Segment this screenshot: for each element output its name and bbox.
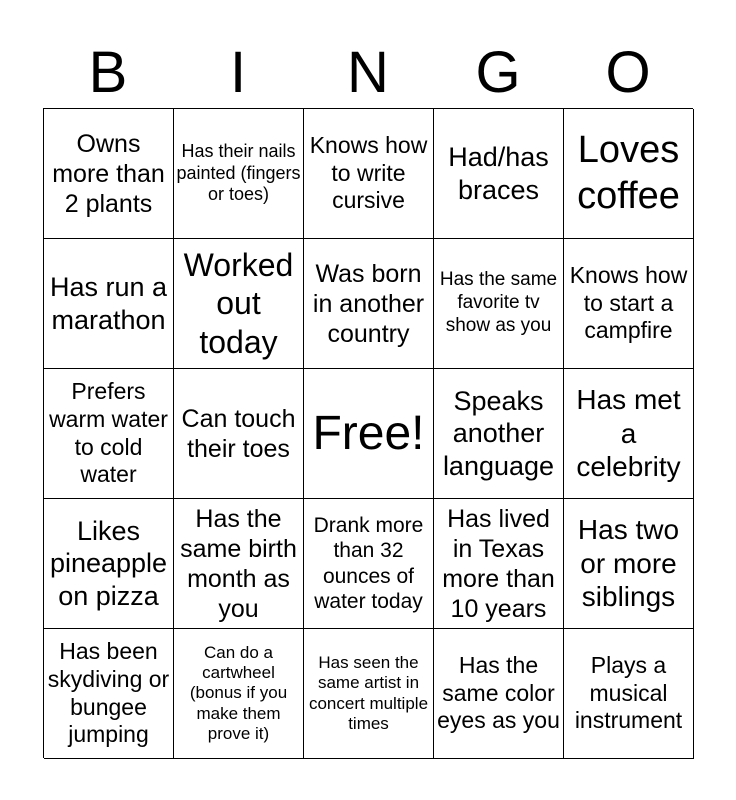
bingo-cell[interactable]: [564, 499, 694, 629]
bingo-cell[interactable]: [44, 109, 174, 239]
free-space-text: Free!: [312, 406, 425, 460]
cell-text: Was born in another country: [312, 259, 425, 348]
cell-text: Loves coffee: [577, 128, 680, 217]
bingo-cell[interactable]: [304, 109, 434, 239]
free-space[interactable]: [304, 369, 434, 499]
cell-text: Drank more than 32 ounces of water today: [313, 514, 424, 613]
bingo-grid: [43, 108, 693, 758]
cell-text: Has the same color eyes as you: [437, 652, 560, 734]
cell-text: Speaks another language: [442, 385, 555, 481]
cell-text: Has been skydiving or bungee jumping: [47, 638, 170, 748]
cell-text: Has seen the same artist in concert multiple times: [308, 652, 429, 733]
cell-text: Knows how to start a campfire: [569, 262, 688, 344]
header-letter-g: G: [475, 40, 521, 105]
cell-text: Has two or more siblings: [577, 514, 680, 613]
bingo-cell[interactable]: [304, 239, 434, 369]
cell-text: Has run a marathon: [49, 272, 168, 335]
bingo-cell[interactable]: [174, 239, 304, 369]
cell-text: Can touch their toes: [181, 404, 296, 463]
cell-text: Has lived in Texas more than 10 years: [442, 504, 555, 623]
header-letter-n: N: [347, 40, 389, 105]
bingo-cell[interactable]: [434, 629, 564, 759]
cell-text: Prefers warm water to cold water: [49, 378, 168, 488]
bingo-cell[interactable]: [304, 499, 434, 629]
bingo-cell[interactable]: [564, 369, 694, 499]
bingo-cell[interactable]: [174, 369, 304, 499]
header-letter-b: B: [88, 40, 128, 105]
cell-text: Has the same birth month as you: [180, 504, 297, 623]
bingo-cell[interactable]: [564, 629, 694, 759]
bingo-cell[interactable]: [44, 499, 174, 629]
bingo-cell[interactable]: [304, 629, 434, 759]
cell-text: Knows how to write cursive: [309, 132, 428, 214]
cell-text: Has the same favorite tv show as you: [439, 269, 558, 336]
bingo-cell[interactable]: [434, 369, 564, 499]
bingo-cell[interactable]: [44, 239, 174, 369]
header-letter-i: I: [229, 40, 247, 105]
cell-text: Had/has braces: [448, 142, 549, 205]
bingo-cell[interactable]: [434, 109, 564, 239]
cell-text: Owns more than 2 plants: [52, 129, 165, 218]
cell-text: Plays a musical instrument: [574, 652, 683, 734]
bingo-cell[interactable]: [564, 109, 694, 239]
cell-text: Worked out today: [183, 246, 294, 360]
bingo-cell[interactable]: [44, 369, 174, 499]
bingo-cell[interactable]: [174, 109, 304, 239]
cell-text: Likes pineapple on pizza: [49, 515, 168, 611]
bingo-cell[interactable]: [174, 629, 304, 759]
cell-text: Can do a cartwheel (bonus if you make them prove it): [189, 642, 288, 744]
bingo-cell[interactable]: [174, 499, 304, 629]
bingo-cell[interactable]: [44, 629, 174, 759]
bingo-cell[interactable]: [564, 239, 694, 369]
cell-text: Has their nails painted (fingers or toes): [176, 141, 301, 205]
bingo-cell[interactable]: [434, 239, 564, 369]
bingo-header: [43, 38, 693, 108]
header-letter-o: O: [605, 40, 651, 105]
cell-text: Has met a celebrity: [576, 384, 681, 483]
bingo-cell[interactable]: [434, 499, 564, 629]
